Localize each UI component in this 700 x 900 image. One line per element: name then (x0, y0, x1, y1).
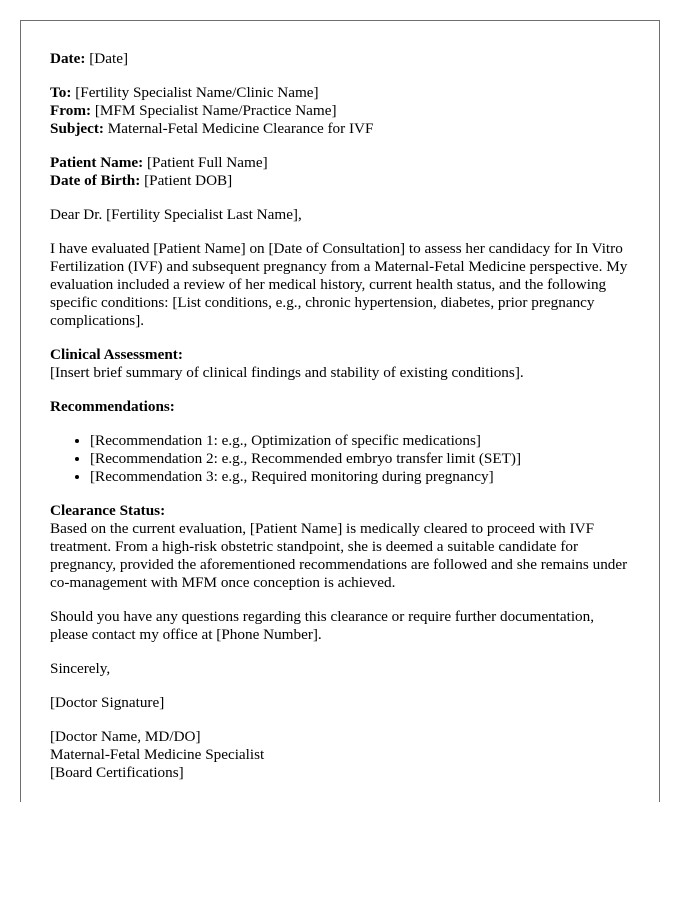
patient-dob-label: Date of Birth: (50, 172, 141, 189)
intro-paragraph: I have evaluated [Patient Name] on [Date of Consultation] to assess her candidacy for In Vitro Fertilization (IVF) and subsequent pregnancy from a Maternal-Fetal Medicine perspective. My evaluation included a review of her medical history, current health status, and the following specific conditions: [List conditions, e.g., chronic hypertension, diabetes, prior pregnancy complications]. (50, 240, 628, 329)
patient-name-value: [Patient Full Name] (147, 154, 268, 171)
signature-placeholder: [Doctor Signature] (50, 694, 165, 711)
to-value: [Fertility Specialist Name/Clinic Name] (75, 84, 319, 101)
list-item: • [Recommendation 2: e.g., Recommended embryo transfer limit (SET)] (90, 450, 635, 468)
recommendations-heading: Recommendations: (50, 398, 175, 415)
subject-value: Maternal-Fetal Medicine Clearance for IVF (107, 120, 374, 137)
questions-paragraph: Should you have any questions regarding this clearance or require further documentation, please contact my office at [Phone Number]. (50, 608, 595, 643)
closing: Sincerely, (50, 660, 111, 677)
from-value: [MFM Specialist Name/Practice Name] (94, 102, 337, 119)
salutation: Dear Dr. [Fertility Specialist Last Name], (50, 206, 302, 223)
subject-label: Subject: (50, 120, 104, 137)
signoff-block (50, 728, 635, 782)
recommendations-heading-line (50, 398, 635, 416)
clearance-status-text: Based on the current evaluation, [Patient Name] is medically cleared to proceed with IVF treatment. From a high-risk obstetric standpoint, she is deemed a suitable candidate for pregnancy, provided the aforementioned recommendations are followed and she remains under co-management with MFM once conception is achieved. (50, 520, 628, 591)
date-value: [Date] (89, 50, 129, 67)
letter-page (20, 20, 660, 802)
from-line (50, 102, 635, 120)
clinical-assessment-text: [Insert brief summary of clinical findings and stability of existing conditions]. (50, 364, 524, 381)
patient-block (50, 154, 635, 190)
date-line (50, 50, 635, 68)
patient-name-label: Patient Name: (50, 154, 144, 171)
doctor-certifications: [Board Certifications] (50, 764, 184, 781)
letter-content (50, 50, 635, 798)
recommendations-list (50, 432, 635, 486)
routing-block (50, 84, 635, 138)
to-line (50, 84, 635, 102)
list-item: • [Recommendation 1: e.g., Optimization of specific medications] (90, 432, 635, 450)
clinical-assessment-section (50, 346, 635, 382)
date-label: Date: (50, 50, 86, 67)
list-item: • [Recommendation 3: e.g., Required monitoring during pregnancy] (90, 468, 635, 486)
clearance-status-section (50, 502, 635, 592)
clinical-assessment-heading: Clinical Assessment: (50, 346, 183, 363)
patient-dob-line (50, 172, 635, 190)
patient-name-line (50, 154, 635, 172)
subject-line (50, 120, 635, 138)
to-label: To: (50, 84, 72, 101)
doctor-title: Maternal-Fetal Medicine Specialist (50, 746, 265, 763)
from-label: From: (50, 102, 92, 119)
patient-dob-value: [Patient DOB] (144, 172, 233, 189)
clearance-status-heading: Clearance Status: (50, 502, 166, 519)
doctor-name: [Doctor Name, MD/DO] (50, 728, 201, 745)
